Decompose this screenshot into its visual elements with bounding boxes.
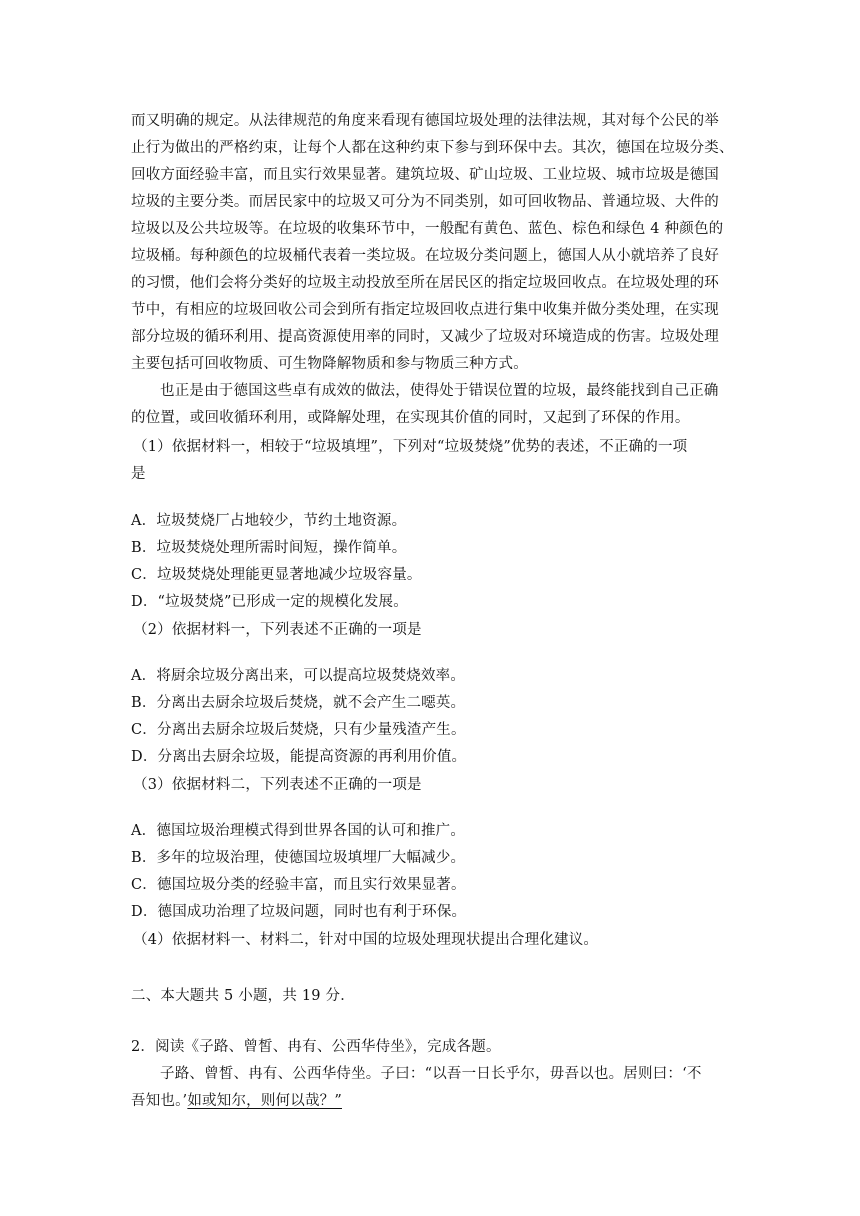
question-3-stem: （3）依据材料二，下列表述不正确的一项是 (133, 777, 422, 793)
question-3-option-a: A．德国垃圾治理模式得到世界各国的认可和推广。 (131, 823, 466, 839)
passage-line: 节中，有相应的垃圾回收公司会到所有指定垃圾回收点进行集中收集并做分类处理，在实现 (131, 302, 719, 318)
question-1-option-a: A．垃圾焚烧厂占地较少，节约土地资源。 (131, 513, 407, 529)
question-2-option-c: C．分离出去厨余垃圾后焚烧，只有少量残渣产生。 (131, 722, 466, 738)
item-2-instruction: 2．阅读《子路、曾皙、冉有、公西华侍坐》，完成各题。 (131, 1039, 501, 1055)
question-3-option-b: B．多年的垃圾治理，使德国垃圾填埋厂大幅减少。 (131, 850, 466, 866)
question-2-option-d: D．分离出去厨余垃圾，能提高资源的再利用价值。 (131, 749, 467, 765)
passage-line: 而又明确的规定。从法律规范的角度来看现有德国垃圾处理的法律法规，其对每个公民的举 (131, 113, 719, 129)
question-1-option-b: B．垃圾焚烧处理所需时间短，操作简单。 (131, 540, 407, 556)
classical-text-line: 子路、曾皙、冉有、公西华侍坐。子曰：“以吾一日长乎尔，毋吾以也。居则曰：‘不 (160, 1066, 702, 1082)
question-2-option-b: B．分离出去厨余垃圾后焚烧，就不会产生二噁英。 (131, 695, 466, 711)
question-1-stem: （1）依据材料一，相较于“垃圾填埋”，下列对“垃圾焚烧”优势的表述，不正确的一项 (133, 439, 688, 455)
passage-line: 的位置，或回收循环利用，或降解处理，在实现其价值的同时，又起到了环保的作用。 (131, 410, 690, 426)
passage-line: 垃圾以及公共垃圾等。在垃圾的收集环节中，一般配有黄色、蓝色、棕色和绿色 4 种颜色的 (131, 221, 724, 237)
question-4-stem: （4）依据材料一、材料二，针对中国的垃圾处理现状提出合理化建议。 (133, 932, 599, 948)
passage-line: 止行为做出的严格约束，让每个人都在这种约束下参与到环保中去。其次，德国在垃圾分类、 (131, 140, 734, 156)
passage-line: 也正是由于德国这些卓有成效的做法，使得处于错误位置的垃圾，最终能找到自己正确 (160, 383, 719, 399)
question-1-option-c: C．垃圾焚烧处理能更显著地减少垃圾容量。 (131, 567, 422, 583)
classical-text-plain: 吾知也。’ (131, 1093, 188, 1109)
passage-line: 的习惯，他们会将分类好的垃圾主动投放至所在居民区的指定垃圾回收点。在垃圾处理的环 (131, 275, 719, 291)
question-1-stem-cont: 是 (131, 466, 146, 482)
question-2-option-a: A．将厨余垃圾分离出来，可以提高垃圾焚烧效率。 (131, 668, 466, 684)
passage-line: 回收方面经验丰富，而且实行效果显著。建筑垃圾、矿山垃圾、工业垃圾、城市垃圾是德国 (131, 167, 719, 183)
question-3-option-d: D．德国成功治理了垃圾问题，同时也有利于环保。 (131, 904, 467, 920)
section-2-heading: 二、本大题共 5 小题，共 19 分． (131, 988, 355, 1004)
classical-text-underlined: 如或知尔，则何以哉？” (187, 1093, 342, 1109)
passage-line: 垃圾桶。每种颜色的垃圾桶代表着一类垃圾。在垃圾分类问题上，德国人从小就培养了良好 (131, 248, 719, 264)
question-2-stem: （2）依据材料一，下列表述不正确的一项是 (133, 622, 422, 638)
passage-line: 垃圾的主要分类。而居民家中的垃圾又可分为不同类别，如可回收物品、普通垃圾、大件的 (131, 194, 719, 210)
passage-line: 部分垃圾的循环利用、提高资源使用率的同时，又减少了垃圾对环境造成的伤害。垃圾处理 (131, 329, 719, 345)
classical-text-line (131, 1088, 741, 1114)
passage-line: 主要包括可回收物质、可生物降解物质和参与物质三种方式。 (131, 356, 528, 372)
question-3-option-c: C．德国垃圾分类的经验丰富，而且实行效果显著。 (131, 877, 466, 893)
question-1-option-d: D．“垃圾焚烧”已形成一定的规模化发展。 (131, 594, 408, 610)
